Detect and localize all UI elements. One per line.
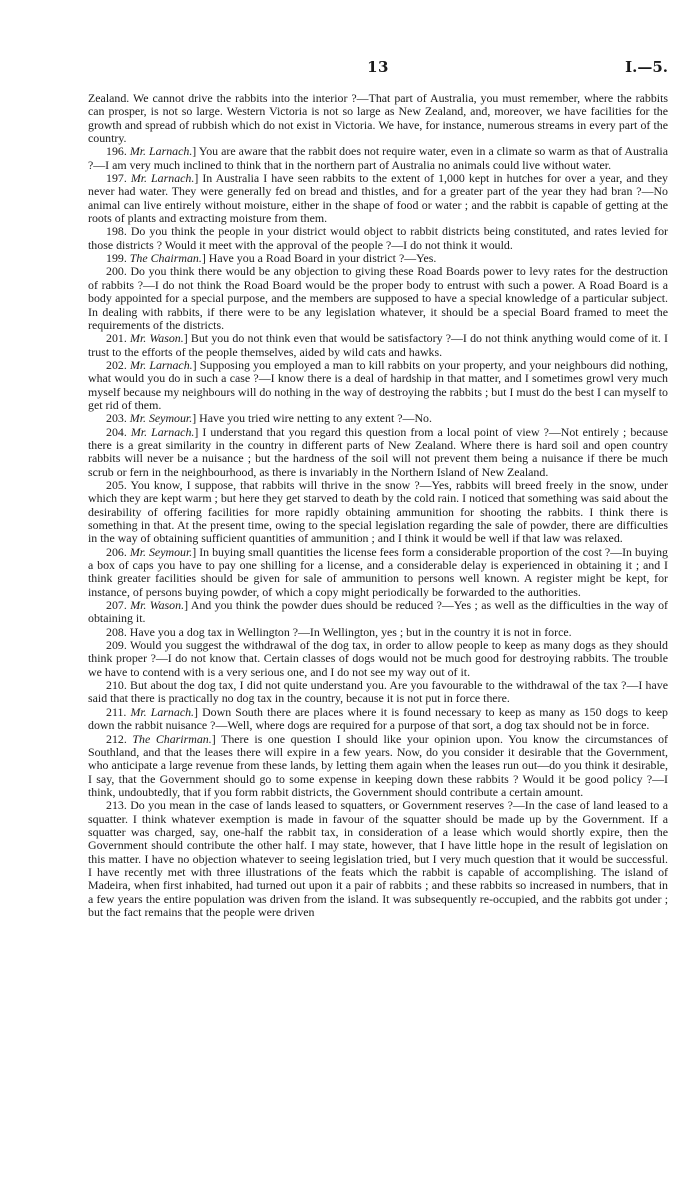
paragraph: 197. Mr. Larnach.] In Australia I have seen rabbits to the extent of 1,000 kept in hutches for over a year, and they never had water. They were generally fed on bread and thistles, and for a greater part of the year they had bran ?—No animal can live entirely without moisture, either in the shape of food or water ; and the rabbit is capable of getting at the roots of plants and extracting moisture from them. <box>88 171 669 226</box>
paragraph-text: In Australia I have seen rabbits to the extent of 1,000 kept in hutches for over a year, and they never had water. They were generally fed on bread and thistles, and for a greater part of the year they had bran ?—No animal can live entirely without moisture, either in the shape of food or water ; and the rabbit is capable of getting at the roots of plants and extracting moisture from them. <box>88 171 669 226</box>
paragraph-text: Have you a Road Board in your district ?—Yes. <box>208 251 437 266</box>
paragraph <box>88 225 668 252</box>
paragraph-text: And you think the powder dues should be reduced ?—Yes ; as well as the difficulties in the way of obtaining it. <box>88 598 668 626</box>
paragraph-text: Do you think the people in your district would object to rabbit districts being constituted, and rates levied for those districts ? Would it meet with the approval of the people ?—I do not think it would. <box>88 224 668 252</box>
paragraph-text: Do you mean in the case of lands leased to squatters, or Government reserves ?—In the case of land leased to a squatter. I think whatever exemption is made in favour of the squatter should be made up by the Government. If a squatter was charged, say, one-half the rabbit tax, in consideration of a lease which would shortly expire, then the Government should contribute the other half. I may state, however, that I have little hope in the result of legislation on this matter. I have no objection whatever to seeing legislation tried, but I very much question that it would be successful. I have recently met with three illustrations of the feats which the rabbit is capable of accomplishing. The island of Madeira, when first inhabited, had turned out upon it a pair of rabbits ; and these rabbits so increased in numbers, that in a few years the entire population was driven from the island. It was subsequently re-occupied, and the rabbits got under ; but the fact remains that the people were driven <box>88 798 668 919</box>
question-number: 196. <box>106 144 127 159</box>
question-number: 208. <box>106 624 127 639</box>
paragraph: 199. The Chairman.] Have you a Road Board in your district ?—Yes. <box>106 251 437 266</box>
page-number: 13 <box>367 58 389 76</box>
question-number: 207. <box>106 598 127 613</box>
document-reference: I.—5. <box>625 58 668 76</box>
question-number: 199. <box>106 251 127 266</box>
speaker-name: Mr. Larnach. <box>130 357 193 372</box>
question-number: 212. <box>106 731 127 746</box>
evidence-body <box>88 92 668 919</box>
paragraph: 196. Mr. Larnach.] You are aware that the rabbit does not require water, even in a climate so warm as that of Australia ?—I am very much inclined to think that in the northern part of Australia no animals could live without water. <box>88 144 668 172</box>
speaker-name: The Charirman. <box>132 731 212 746</box>
paragraph <box>88 799 668 919</box>
paragraph-text: I understand that you regard this question from a local point of view ?—Not entirely ; because there is a great similarity in the country in different parts of New Zealand. Where there is hard soil and open country rabbits will never be a nuisance ; but the hardness of the soil will not prevent them being a nuisance if there be much scrub or fern in the neighbourhood, as there is invariably in the Northern Island of New Zealand. <box>88 424 668 479</box>
paragraph-text: Down South there are places where it is found necessary to keep as many as 150 dogs to keep down the rabbit nuisance ?—Well, where dogs are required for a purpose of that sort, a dog tax should not be in force. <box>88 704 668 733</box>
question-number: 213. <box>106 798 127 813</box>
speaker-name: Mr. Wason. <box>130 598 185 613</box>
paragraph-text: Have you tried wire netting to any extent ?—No. <box>199 411 432 426</box>
question-number: 211. <box>106 704 127 719</box>
paragraph-text: There is one question I should like your opinion upon. You know the circumstances of Southland, and that the leases there will expire in a few years. Now, do you consider it desirable that the Government, who anticipate a large revenue from these lands, by letting them again when the leases run out—do you think it desirable, I say, that the Government should go to some expense in keeping down these rabbits ? Would it be good policy ?—I think, undoubtedly, that if you form rabbit districts, the Government should contribute a certain amount. <box>88 731 669 799</box>
paragraph <box>88 679 668 706</box>
page-header <box>88 58 668 80</box>
speaker-name: The Chairman. <box>129 251 202 266</box>
paragraph: 204. Mr. Larnach.] I understand that you regard this question from a local point of view ?—Not entirely ; because there is a great similarity in the country in different parts of New Zealand. Where there is hard soil and open country rabbits will never be a nuisance ; but the hardness of the soil will not prevent them being a nuisance if there be much scrub or fern in the neighbourhood, as there is invariably in the Northern Island of New Zealand. <box>88 424 668 479</box>
question-number: 202. <box>106 357 127 372</box>
speaker-name: Mr. Larnach. <box>130 424 195 439</box>
question-number: 210. <box>106 678 127 693</box>
paragraph-text: Supposing you employed a man to kill rabbits on your property, and your neighbours did nothing, what would you do in such a case ?—I know there is a deal of hardship in that matter, and I sometimes growl very much myself because my neighbours will do nothing in the way of destroying the rabbits ; but I must do the best I can myself to get rid of them. <box>88 357 668 412</box>
paragraph-text: But you do not think even that would be satisfactory ?—I do not think anything would come of it. I trust to the efforts of the people themselves, aided by wild cats and hawks. <box>88 331 668 359</box>
speaker-name: Mr. Wason. <box>130 331 184 346</box>
paragraph: 203. Mr. Seymour.] Have you tried wire netting to any extent ?—No. <box>106 411 432 426</box>
paragraph-text: In buying small quantities the license fees form a considerable proportion of the cost ?—In buying a box of caps you have to pay one shilling for a license, and a considerable delay is experienced in obtaining it ; and I think greater facilities should be given for sale of ammunition to persons well known. A register might be kept, for instance, of persons buying powder, of which a copy might periodically be forwarded to the authorities. <box>88 544 668 599</box>
paragraph-text: You are aware that the rabbit does not require water, even in a climate so warm as that of Australia ?—I am very much inclined to think that in the northern part of Australia no animals could live without water. <box>88 144 668 172</box>
paragraph-text: Do you think there would be any objection to giving these Road Boards power to levy rates for the destruction of rabbits ?—I do not think the Road Board would be the proper body to entrust with such a power. A Road Board is a body appointed for a special purpose, and the members are supposed to have a special knowledge of a particular subject. In dealing with rabbits, if there were to be any legislation whatever, it should be a special Board framed to meet the requirements of the districts. <box>88 264 668 332</box>
question-number: 197. <box>106 171 127 186</box>
paragraph-text: Zealand. We cannot drive the rabbits into the interior ?—That part of Australia, you must remember, where the rabbits can prosper, is not so large. Western Victoria is not so large as New Zealand, and, moreover, we have facilities for the growth and spread of rubbish which do not exist in Victoria. We have, for instance, numerous streams in every part of the country. <box>88 91 668 146</box>
question-number: 204. <box>106 424 127 439</box>
paragraph <box>88 479 668 546</box>
paragraph-text: But about the dog tax, I did not quite understand you. Are you favourable to the withdrawal of the tax ?—I have said that there is practically no dog tax in the country, because it is not put in force there. <box>88 678 668 706</box>
paragraph: 206. Mr. Seymour.] In buying small quantities the license fees form a considerable proportion of the cost ?—In buying a box of caps you have to pay one shilling for a license, and a considerable delay is experienced in obtaining it ; and I think greater facilities should be given for sale of ammunition to persons well known. A register might be kept, for instance, of persons buying powder, of which a copy might periodically be forwarded to the authorities. <box>88 544 668 599</box>
speaker-name: Mr. Larnach. <box>130 704 195 719</box>
speaker-name: Mr. Seymour. <box>129 544 193 559</box>
question-number: 203. <box>106 411 127 426</box>
question-number: 206. <box>106 544 127 559</box>
paragraph: 201. Mr. Wason.] But you do not think even that would be satisfactory ?—I do not think anything would come of it. I trust to the efforts of the people themselves, aided by wild cats and hawks. <box>88 331 668 359</box>
paragraph <box>88 626 668 639</box>
question-number: 198. <box>106 224 127 239</box>
question-number: 209. <box>106 638 127 653</box>
paragraph <box>88 265 668 332</box>
question-number: 205. <box>106 477 127 492</box>
speaker-name: Mr. Larnach. <box>130 171 195 186</box>
speaker-name: Mr. Larnach. <box>129 144 193 159</box>
paragraph-text: You know, I suppose, that rabbits will thrive in the snow ?—Yes, rabbits will breed freely in the snow, under which they are kept warm ; but here they get starved to death by the cold rain. I noticed that something was said about the desirability of offering facilities for more rapidly obtaining ammunition for shooting the rabbits. I think there is something in that. At the present time, owing to the special legislation regarding the sale of powder, there are difficulties in the way of obtaining sufficient quantities of ammunition ; and I think it would be well if that law was relaxed. <box>88 477 668 546</box>
paragraph: 212. The Charirman.] There is one question I should like your opinion upon. You know the circumstances of Southland, and that the leases there will expire in a few years. Now, do you consider it desirable that the Government, who anticipate a large revenue from these lands, by letting them again when the leases run out—do you think it desirable, I say, that the Government should go to some expense in keeping down these rabbits ? Would it be good policy ?—I think, undoubtedly, that if you form rabbit districts, the Government should contribute a certain amount. <box>88 731 669 799</box>
speaker-name: Mr. Seymour. <box>129 411 193 426</box>
paragraph <box>88 92 668 145</box>
paragraph: 207. Mr. Wason.] And you think the powder dues should be reduced ?—Yes ; as well as the difficulties in the way of obtaining it. <box>88 598 668 626</box>
paragraph-text: Have you a dog tax in Wellington ?—In Wellington, yes ; but in the country it is not in force. <box>129 624 572 639</box>
question-number: 201. <box>106 331 127 346</box>
paragraph <box>88 639 668 679</box>
question-number: 200. <box>106 264 127 279</box>
paragraph-text: Would you suggest the withdrawal of the dog tax, in order to allow people to keep as many dogs as they should think proper ?—I do not know that. Certain classes of dogs would not be much good for destroying rabbits. The trouble we have to contend with is a very serious one, and I do not see my way out of it. <box>88 638 668 679</box>
paragraph: 211. Mr. Larnach.] Down South there are places where it is found necessary to keep as many as 150 dogs to keep down the rabbit nuisance ?—Well, where dogs are required for a purpose of that sort, a dog tax should not be in force. <box>88 704 668 733</box>
paragraph: 202. Mr. Larnach.] Supposing you employed a man to kill rabbits on your property, and your neighbours did nothing, what would you do in such a case ?—I know there is a deal of hardship in that matter, and I sometimes growl very much myself because my neighbours will do nothing in the way of destroying the rabbits ; but I must do the best I can myself to get rid of them. <box>88 357 668 412</box>
